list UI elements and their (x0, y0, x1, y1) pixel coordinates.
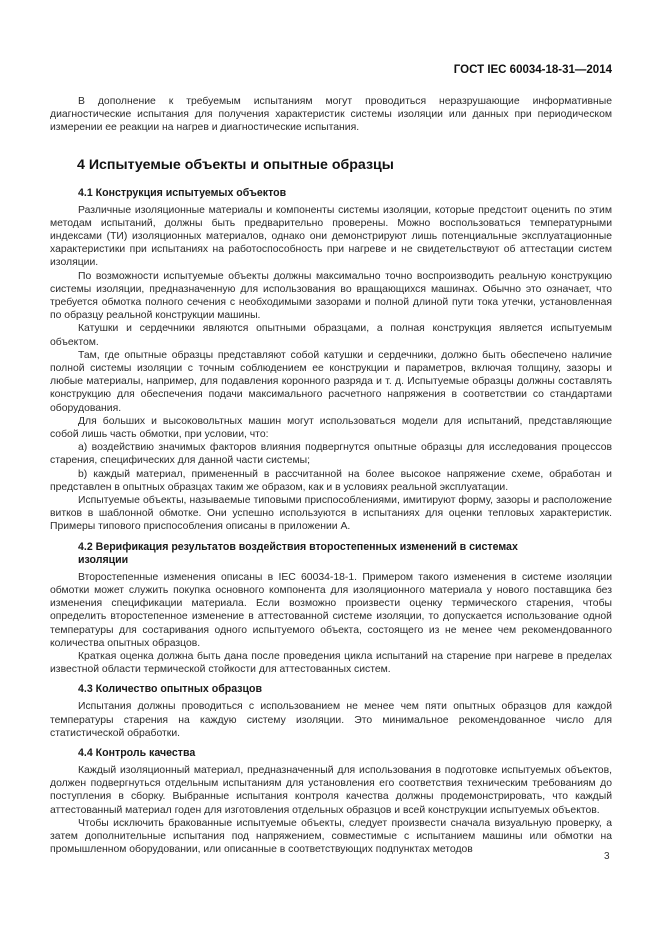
section-4-title: 4 Испытуемые объекты и опытные образцы (77, 156, 394, 173)
document-header-id: ГОСТ IEC 60034-18-31—2014 (453, 64, 612, 76)
paragraph: Второстепенные изменения описаны в IEC 60034-18-1. Примером такого изменения в системе изоляции обмотки может служить покупка основного компонента для изоляционного материала у нового поставщика без изменения спецификации материала. Если возможно произвести оценку термического старения, чтобы определить второстепенное изменение в аттестованной системе изоляции, то допускается использование одной температуры для состаривания одного испытуемого объекта, состоящего из не менее чем рекомендованного количества опытных образцов. (50, 571, 612, 649)
intro-paragraph: В дополнение к требуемым испытаниям могут проводиться неразрушающие информативные диагностические испытания для получения характеристик системы изоляции или данных при периодическом измерении ее реакции на нагрев и диагностические испытания. (50, 96, 612, 134)
paragraph: По возможности испытуемые объекты должны максимально точно воспроизводить реальную конструкцию системы изоляции, предназначенную для использования во вращающихся машинах. Обычно это означает, что требуется обмотка полного сечения с необходимыми зазорами и полной длиной пути тока утечки, установленная по образцу реальной конструкции машины. (50, 270, 612, 322)
paragraph: Испытания должны проводиться с использованием не менее чем пяти опытных образцов для каждой температуры старения на каждую систему изоляции. Это минимальное рекомендованное число для статистической обработки. (50, 701, 612, 739)
paragraph: Там, где опытные образцы представляют собой катушки и сердечники, должно быть обеспечено наличие полной системы изоляции с точным соблюдением ее конструкции и параметров, включая толщину, зазоры и любые материалы, например, для подавления коронного разряда и т. д. Испытуемые образцы должны составлять конструкцию для обеспечения подачи максимального расчетного напряжения в соответствии со стандартами оборудования. (50, 349, 612, 414)
list-item-b: b) каждый материал, примененный в рассчитанной на более высокое напряжение схеме, обработан и представлен в опытных образцах таким же образом, как и в условиях реальной эксплуатации. (50, 468, 612, 493)
paragraph: Чтобы исключить бракованные испытуемые объекты, следует произвести сначала визуальную проверку, а затем дополнительные испытания под напряжением, совместимые с испытанием машины или обмотки на промышленном оборудовании, или описанные в соответствующих подпунктах методов (50, 817, 612, 856)
paragraph: Различные изоляционные материалы и компоненты системы изоляции, которые предстоит оценить по этим методам испытаний, должны быть предварительно проверены. Можно воспользоваться температурными индексами (ТИ) изоляционных материалов, однако они демонстрируют лишь потенциальные эксплуатационные характеристики при испытаниях на работоспособность при нагреве и не свидетельствуют об аттестации систем изоляции. (50, 204, 612, 269)
subsection-4-3-title: 4.3 Количество опытных образцов (78, 683, 263, 696)
paragraph: Для больших и высоковольтных машин могут использоваться модели для испытаний, представляющие собой лишь часть обмотки, при условии, что: (50, 415, 612, 441)
page-content (50, 95, 612, 856)
subsection-4-2-title: 4.2 Верификация результатов воздействия второстепенных изменений в системах изоляции (78, 540, 518, 566)
paragraph: Катушки и сердечники являются опытными образцами, а полная конструкция является испытуемым объектом. (50, 323, 612, 348)
paragraph: Каждый изоляционный материал, предназначенный для использования в подготовке испытуемых объектов, должен подвергнуться отдельным испытаниям для установления его соответствия техническим требованиям до поступления в сборку. Выбранные испытания контроля качества должны продемонстрировать, что каждый аттестованный материал годен для изготовления отдельных образцов и всей конструкции испытуемых объектов. (50, 764, 612, 816)
subsection-4-1-title: 4.1 Конструкция испытуемых объектов (78, 186, 287, 199)
paragraph: Краткая оценка должна быть дана после проведения цикла испытаний на старение при нагреве в пределах известной области термической стойкости для аттестованных систем. (50, 650, 612, 676)
subsection-4-4-title: 4.4 Контроль качества (78, 746, 196, 759)
page-number: 3 (604, 851, 610, 862)
paragraph: Испытуемые объекты, называемые типовыми приспособлениями, имитируют форму, зазоры и расположение витков в шаблонной обмотке. Они успешно используются в испытаниях для оценки тепловых характеристик. Примеры типового приспособления описаны в приложении А. (50, 495, 612, 533)
list-item-a: a) воздействию значимых факторов влияния подвергнутся опытные образцы для исследования процессов старения, специфических для данной части системы; (50, 442, 612, 467)
